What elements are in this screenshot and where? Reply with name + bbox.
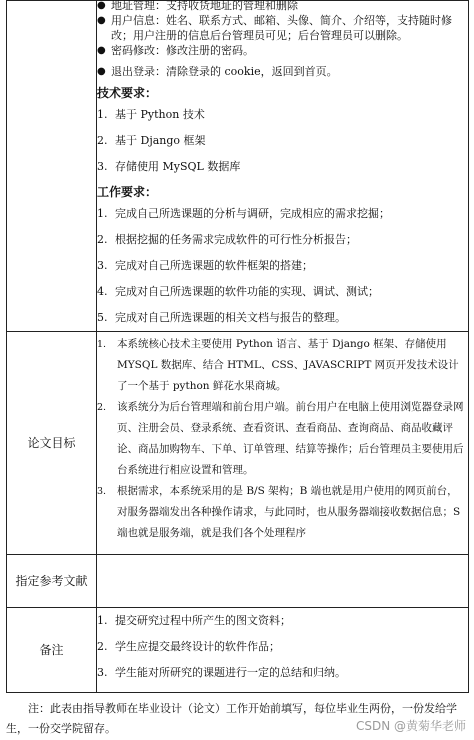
references-row (7, 555, 469, 608)
item-text: 完成对自己所选课题的软件功能的实现、调试、测试； (115, 285, 379, 298)
thesis-goal-cell (97, 332, 469, 555)
tech-item (97, 102, 468, 128)
item-number: 1. (97, 108, 108, 121)
remarks-label: 备注 (7, 608, 97, 693)
work-item (97, 305, 468, 331)
remarks-row (7, 608, 469, 693)
bullet-item (97, 43, 468, 58)
item-number: 4. (97, 285, 108, 298)
item-number: 1. (97, 339, 107, 350)
references-label: 指定参考文献 (7, 555, 97, 608)
thesis-goal-row (7, 332, 469, 555)
item-text: 该系统分为后台管理端和前台用户端。前台用户在电脑上使用浏览器登录网页、注册会员、登录系统、查看资讯、查看商品、查询商品、商品收藏评论、商品加购物车、下单、订单管理、结算等操作；后台管理员主要使用后台系统进行相应设置和管理。 (117, 401, 464, 476)
work-item (97, 279, 468, 305)
references-cell (97, 555, 469, 608)
item-text: 本系统核心技术主要使用 Python 语言、基于 Django 框架、存储使用 MYSQL 数据库、结合 HTML、CSS、JAVASCRIPT 网页开发技术设计了一个基于 python 鲜花水果商城。 (117, 338, 459, 392)
task-document (6, 0, 468, 739)
bullet-text: 退出登录：清除登录的 cookie，返回到首页。 (111, 65, 338, 78)
item-number: 5. (97, 311, 108, 324)
item-text: 学生能对所研究的课题进行一定的总结和归纳。 (115, 666, 346, 679)
goal-item (97, 481, 468, 544)
bullet-item (97, 64, 468, 79)
item-text: 基于 Python 技术 (115, 108, 205, 121)
work-item (97, 253, 468, 279)
requirements-label-cell (7, 1, 97, 332)
item-text: 完成对自己所选课题的软件框架的搭建； (115, 259, 313, 272)
item-text: 完成对自己所选课题的相关文档与报告的整理。 (115, 311, 346, 324)
requirements-cell (97, 1, 469, 332)
bullet-icon: ● (97, 0, 106, 11)
tech-item (97, 154, 468, 180)
item-number: 3. (97, 666, 108, 679)
work-title: 工作要求： (97, 185, 158, 199)
item-number: 2. (97, 233, 108, 246)
watermark: CSDN @黄菊华老师 (355, 719, 466, 733)
work-item (97, 227, 468, 253)
bullet-icon: ● (97, 45, 106, 56)
remark-item (97, 634, 468, 660)
tech-item (97, 128, 468, 154)
goal-item (97, 334, 468, 397)
bullet-item (97, 0, 468, 13)
item-number: 1. (97, 207, 108, 220)
remark-item (97, 608, 468, 634)
item-number: 1. (97, 614, 108, 627)
bullet-icon: ● (97, 15, 106, 26)
item-text: 根据挖掘的任务需求完成软件的可行性分析报告； (115, 233, 357, 246)
bullet-icon: ● (97, 66, 106, 77)
bullet-text: 用户信息：姓名、联系方式、邮箱、头像、简介、介绍等，支持随时修改；用户注册的信息后台管理员可见；后台管理员可以删除。 (111, 14, 452, 42)
item-text: 提交研究过程中所产生的图文资料； (115, 614, 291, 627)
bullet-item (97, 13, 468, 43)
remarks-cell (97, 608, 469, 693)
item-text: 学生应提交最终设计的软件作品； (115, 640, 280, 653)
tech-title: 技术要求： (97, 86, 158, 100)
item-number: 2. (97, 640, 108, 653)
item-number: 2. (97, 402, 107, 413)
remark-item (97, 660, 468, 686)
bullet-text: 地址管理：支持收货地址的管理和删除 (111, 0, 298, 12)
item-number: 2. (97, 134, 108, 147)
item-text: 根据需求，本系统采用的是 B/S 架构；B 端也就是用户使用的网页前台，对服务器端发出各种操作请求，与此同时，也从服务器端接收数据信息；S 端也就是服务端，就是我们各个处理程序 (117, 485, 461, 539)
item-text: 基于 Django 框架 (115, 134, 206, 147)
requirements-row (7, 1, 469, 332)
item-text: 完成自己所选课题的分析与调研，完成相应的需求挖掘； (115, 207, 390, 220)
item-text: 存储使用 MySQL 数据库 (115, 160, 241, 173)
footnote: 注：此表由指导教师在毕业设计（论文）工作开始前填写，每位毕业生两份，一份发给学生，一份交学院留存。 (6, 702, 457, 735)
item-number: 3. (97, 486, 107, 497)
bullet-text: 密码修改：修改注册的密码。 (111, 44, 254, 57)
work-item (97, 201, 468, 227)
item-number: 3. (97, 160, 108, 173)
goal-item (97, 397, 468, 481)
thesis-goal-label: 论文目标 (7, 332, 97, 555)
task-table (6, 0, 469, 693)
item-number: 3. (97, 259, 108, 272)
